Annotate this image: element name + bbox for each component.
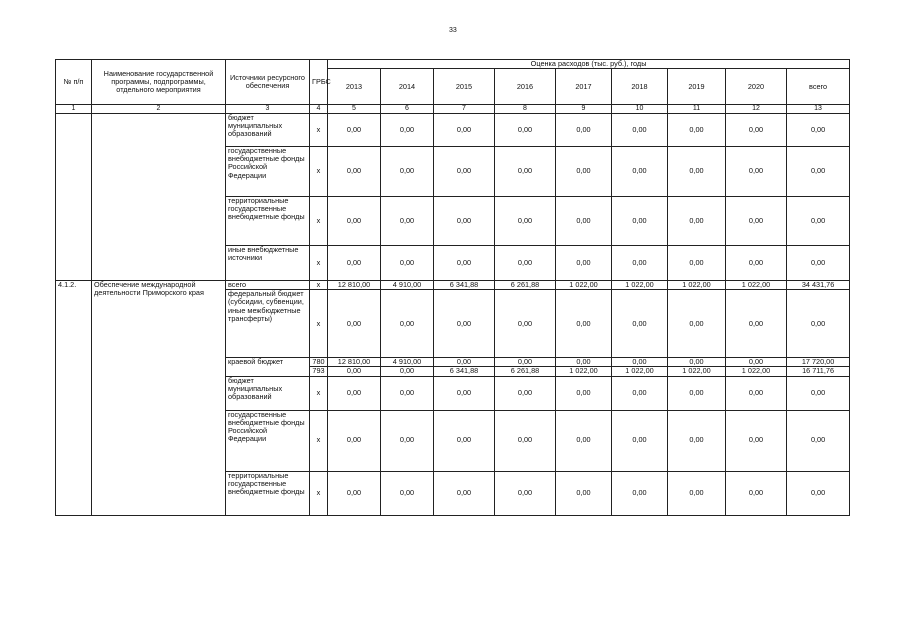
grbs-cell: х (310, 471, 328, 515)
value-cell: 0,00 (434, 358, 495, 367)
value-cell: 0,00 (381, 114, 434, 147)
item-number: 4.1.2. (56, 281, 92, 516)
grbs-cell: х (310, 281, 328, 290)
header-grbs: ГРБС (310, 60, 328, 105)
source-cell: бюджет муниципальных образований (226, 376, 310, 410)
value-cell: 0,00 (726, 471, 787, 515)
grbs-cell: х (310, 410, 328, 471)
value-cell: 0,00 (612, 197, 668, 246)
value-cell-total: 16 711,76 (787, 367, 850, 376)
value-cell-total: 0,00 (787, 114, 850, 147)
grbs-cell: х (310, 376, 328, 410)
value-cell: 0,00 (668, 410, 726, 471)
value-cell-total: 0,00 (787, 197, 850, 246)
value-cell: 0,00 (668, 147, 726, 197)
value-cell: 6 341,88 (434, 281, 495, 290)
header-year: 2016 (495, 69, 556, 105)
column-index: 12 (726, 105, 787, 114)
column-index: 1 (56, 105, 92, 114)
table-row (56, 281, 850, 290)
value-cell: 0,00 (495, 358, 556, 367)
value-cell: 0,00 (556, 147, 612, 197)
value-cell: 0,00 (726, 114, 787, 147)
source-cell: краевой бюджет (226, 358, 310, 376)
value-cell-total: 0,00 (787, 471, 850, 515)
header-source: Источники ресурсного обеспечения (226, 60, 310, 105)
value-cell: 0,00 (328, 367, 381, 376)
value-cell: 0,00 (434, 410, 495, 471)
value-cell: 0,00 (612, 290, 668, 358)
item-name: Обеспечение международной деятельности Приморского края (92, 281, 226, 516)
header-name: Наименование государственной программы, подпрограммы, отдельного мероприятия (92, 60, 226, 105)
header-year: 2018 (612, 69, 668, 105)
value-cell: 0,00 (495, 376, 556, 410)
value-cell: 0,00 (381, 197, 434, 246)
value-cell: 0,00 (495, 290, 556, 358)
grbs-cell: х (310, 290, 328, 358)
header-year: 2015 (434, 69, 495, 105)
value-cell-total: 0,00 (787, 290, 850, 358)
value-cell: 0,00 (381, 471, 434, 515)
value-cell-total: 0,00 (787, 246, 850, 281)
value-cell: 1 022,00 (726, 367, 787, 376)
value-cell: 0,00 (381, 147, 434, 197)
value-cell: 1 022,00 (612, 281, 668, 290)
header-year: 2020 (726, 69, 787, 105)
source-cell: бюджет муниципальных образований (226, 114, 310, 147)
value-cell: 0,00 (726, 147, 787, 197)
header-expense-group: Оценка расходов (тыс. руб.), годы (328, 60, 850, 69)
value-cell: 1 022,00 (556, 367, 612, 376)
grbs-cell: 793 (310, 367, 328, 376)
value-cell: 0,00 (556, 471, 612, 515)
column-index: 8 (495, 105, 556, 114)
source-cell: всего (226, 281, 310, 290)
page-number: 33 (449, 27, 457, 34)
value-cell: 0,00 (328, 376, 381, 410)
value-cell: 0,00 (495, 147, 556, 197)
column-index: 7 (434, 105, 495, 114)
value-cell: 6 341,88 (434, 367, 495, 376)
grbs-cell: 780 (310, 358, 328, 367)
value-cell: 0,00 (556, 376, 612, 410)
column-index: 10 (612, 105, 668, 114)
value-cell: 0,00 (328, 197, 381, 246)
grbs-cell: х (310, 147, 328, 197)
value-cell: 0,00 (556, 358, 612, 367)
budget-table (55, 59, 850, 516)
value-cell: 0,00 (328, 290, 381, 358)
value-cell: 0,00 (612, 358, 668, 367)
value-cell: 0,00 (495, 471, 556, 515)
value-cell: 1 022,00 (726, 281, 787, 290)
value-cell: 0,00 (495, 410, 556, 471)
value-cell-total: 0,00 (787, 147, 850, 197)
value-cell: 0,00 (556, 290, 612, 358)
value-cell: 0,00 (556, 197, 612, 246)
value-cell: 0,00 (612, 376, 668, 410)
source-cell: иные внебюджетные источники (226, 246, 310, 281)
header-year: 2019 (668, 69, 726, 105)
value-cell-total: 34 431,76 (787, 281, 850, 290)
value-cell: 0,00 (668, 246, 726, 281)
value-cell: 6 261,88 (495, 367, 556, 376)
column-index: 5 (328, 105, 381, 114)
value-cell: 0,00 (434, 471, 495, 515)
value-cell: 0,00 (328, 471, 381, 515)
grbs-cell: х (310, 197, 328, 246)
header-num: № п/п (56, 60, 92, 105)
column-index: 11 (668, 105, 726, 114)
value-cell: 0,00 (612, 471, 668, 515)
name-cell-empty (92, 114, 226, 281)
value-cell: 12 810,00 (328, 358, 381, 367)
value-cell: 1 022,00 (556, 281, 612, 290)
value-cell-total: 0,00 (787, 410, 850, 471)
value-cell: 0,00 (434, 376, 495, 410)
source-cell: государственные внебюджетные фонды Российской Федерации (226, 147, 310, 197)
value-cell: 0,00 (381, 367, 434, 376)
column-index: 13 (787, 105, 850, 114)
value-cell: 0,00 (726, 197, 787, 246)
value-cell: 0,00 (434, 197, 495, 246)
value-cell: 0,00 (495, 114, 556, 147)
value-cell: 0,00 (668, 471, 726, 515)
column-index: 3 (226, 105, 310, 114)
header-year: 2017 (556, 69, 612, 105)
value-cell: 0,00 (726, 410, 787, 471)
column-index-row (56, 105, 850, 114)
value-cell: 0,00 (668, 290, 726, 358)
value-cell: 0,00 (434, 246, 495, 281)
value-cell: 0,00 (434, 290, 495, 358)
value-cell: 4 910,00 (381, 281, 434, 290)
value-cell: 0,00 (328, 147, 381, 197)
value-cell: 0,00 (668, 197, 726, 246)
grbs-cell: х (310, 114, 328, 147)
value-cell: 0,00 (668, 114, 726, 147)
value-cell: 0,00 (556, 410, 612, 471)
value-cell: 0,00 (668, 358, 726, 367)
value-cell: 0,00 (726, 290, 787, 358)
grbs-cell: х (310, 246, 328, 281)
value-cell: 0,00 (612, 246, 668, 281)
value-cell: 0,00 (726, 358, 787, 367)
value-cell: 1 022,00 (612, 367, 668, 376)
header-row-group (56, 60, 850, 69)
value-cell: 0,00 (434, 147, 495, 197)
header-total: всего (787, 69, 850, 105)
value-cell: 0,00 (328, 246, 381, 281)
value-cell: 0,00 (726, 376, 787, 410)
value-cell: 0,00 (381, 410, 434, 471)
header-year: 2014 (381, 69, 434, 105)
value-cell: 0,00 (495, 197, 556, 246)
column-index: 6 (381, 105, 434, 114)
source-cell: государственные внебюджетные фонды Российской Федерации (226, 410, 310, 471)
value-cell: 0,00 (556, 246, 612, 281)
value-cell: 0,00 (328, 410, 381, 471)
source-cell: федеральный бюджет (субсидии, субвенции, иные межбюджетные трансферты) (226, 290, 310, 358)
value-cell: 0,00 (612, 410, 668, 471)
value-cell: 0,00 (381, 290, 434, 358)
value-cell: 0,00 (726, 246, 787, 281)
value-cell: 1 022,00 (668, 281, 726, 290)
num-cell-empty (56, 114, 92, 281)
value-cell: 0,00 (495, 246, 556, 281)
value-cell: 0,00 (328, 114, 381, 147)
column-index: 4 (310, 105, 328, 114)
value-cell: 0,00 (668, 376, 726, 410)
value-cell: 4 910,00 (381, 358, 434, 367)
value-cell: 12 810,00 (328, 281, 381, 290)
value-cell: 0,00 (381, 246, 434, 281)
source-cell: территориальные государственные внебюджетные фонды (226, 197, 310, 246)
header-year: 2013 (328, 69, 381, 105)
value-cell: 6 261,88 (495, 281, 556, 290)
value-cell: 1 022,00 (668, 367, 726, 376)
value-cell-total: 17 720,00 (787, 358, 850, 367)
value-cell: 0,00 (381, 376, 434, 410)
column-index: 9 (556, 105, 612, 114)
value-cell-total: 0,00 (787, 376, 850, 410)
value-cell: 0,00 (556, 114, 612, 147)
value-cell: 0,00 (612, 114, 668, 147)
value-cell: 0,00 (434, 114, 495, 147)
value-cell: 0,00 (612, 147, 668, 197)
table-row (56, 114, 850, 147)
source-cell: территориальные государственные внебюджетные фонды (226, 471, 310, 515)
column-index: 2 (92, 105, 226, 114)
